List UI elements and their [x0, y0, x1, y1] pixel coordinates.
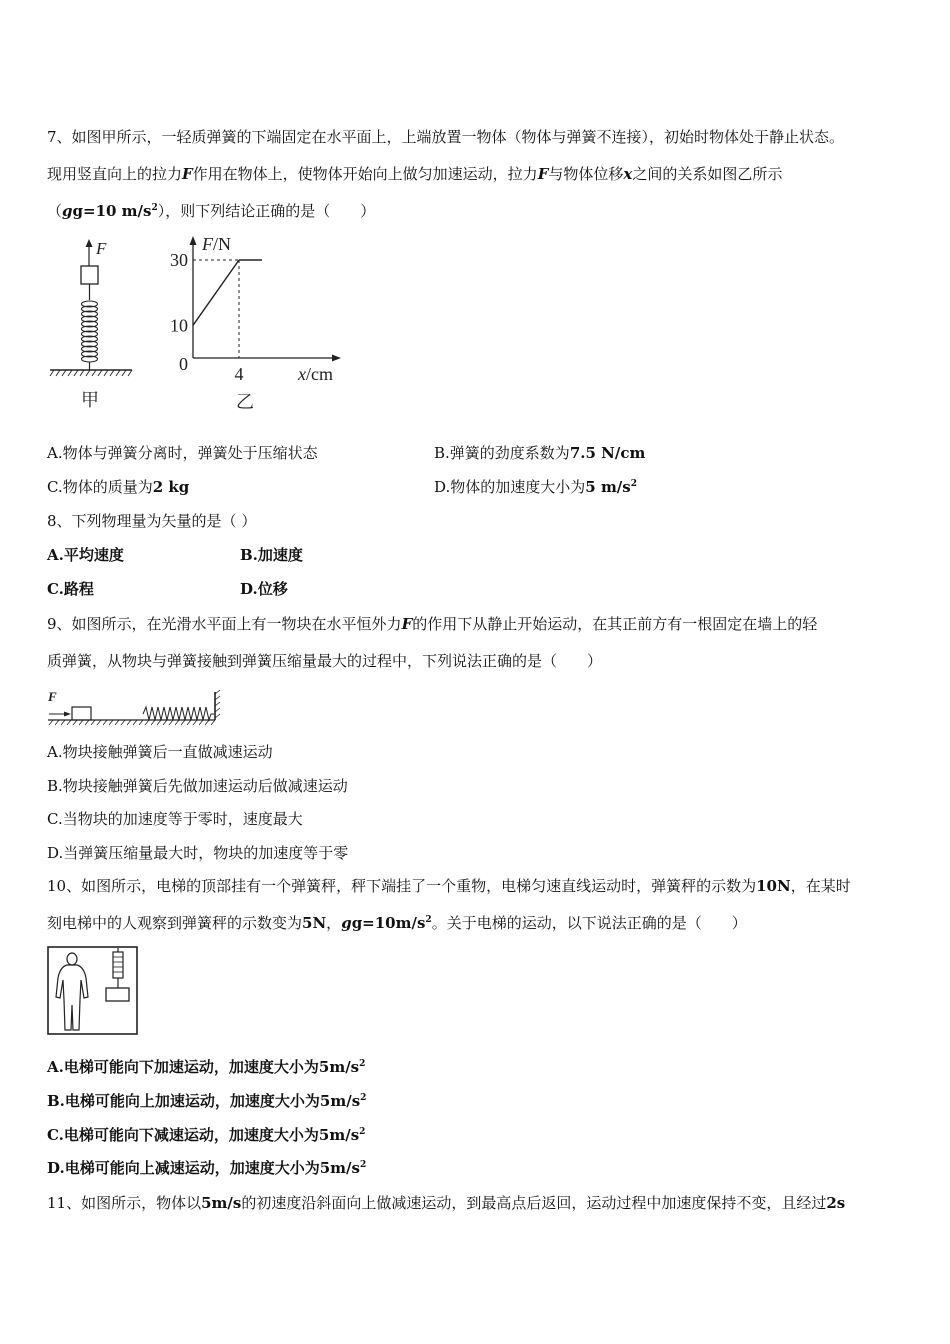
q10-option-b[interactable]: B.电梯可能向上加速运动，加速度大小为$5m/s^2$ [47, 1092, 367, 1110]
q10-figure-elevator [46, 946, 140, 1036]
q8-option-c[interactable]: C.路程 [47, 580, 94, 598]
q9-option-c[interactable]: C.当物块的加速度等于零时，速度最大 [47, 810, 303, 828]
q10-g-expr: g=10m/s [351, 914, 426, 932]
q7-option-c[interactable]: C.物体的质量为2 kg [47, 478, 190, 496]
force-label: F [96, 239, 107, 258]
q9-option-d[interactable]: D.当弹簧压缩量最大时，物块的加速度等于零 [47, 844, 349, 862]
y-tick-label-10: 10 [170, 315, 188, 336]
weight [106, 988, 129, 1001]
q7-stem-line-2: 现用竖直向上的拉力F作用在物体上，使物体开始向上做匀加速运动，拉力F与物体位移x之间的关系如图乙所示 [47, 165, 783, 183]
y-tick-label-30: 30 [170, 250, 188, 270]
q7-stem-line-3: （gg=10 $m/s^2$），则下列结论正确的是（ ） [47, 202, 376, 220]
q8-option-b[interactable]: B.加速度 [240, 546, 303, 564]
q7-fx-chart [160, 230, 360, 415]
x-axis-label: x/cm [298, 364, 333, 384]
q10-stem-line-2: 刻电梯中的人观察到弹簧秤的示数变为5N，$gg=10m/s^2$。关于电梯的运动，以下说法正确的是（ ） [47, 914, 747, 932]
q7-option-b[interactable]: B.弹簧的劲度系数为7.5 N/cm [434, 444, 646, 462]
q8-option-d[interactable]: D.位移 [240, 580, 288, 598]
block [81, 266, 98, 284]
q10-option-c[interactable]: C.电梯可能向下减速运动，加速度大小为$5m/s^2$ [47, 1126, 366, 1144]
q9-figure-block-spring [45, 688, 225, 730]
q7-figure-spring [45, 236, 140, 411]
q7-g-expr: g=10 m/s [72, 202, 152, 220]
q9-option-a[interactable]: A.物块接触弹簧后一直做减速运动 [47, 743, 273, 761]
q11-stem: 11、如图所示，物体以5m/s的初速度沿斜面向上做减速运动，到最高点后返回，运动过程中加速度保持不变，且经过2s [47, 1194, 846, 1212]
q7-option-d[interactable]: D.物体的加速度大小为5 $m/s^2$ [434, 478, 638, 496]
caption-yi: 乙 [236, 392, 254, 412]
x-tick-label-4: 4 [234, 364, 244, 384]
q9-option-b[interactable]: B.物块接触弹簧后先做加速运动后做减速运动 [47, 777, 348, 795]
q8-stem: 8、下列物理量为矢量的是（ ） [47, 512, 257, 530]
q7-option-a[interactable]: A.物体与弹簧分离时，弹簧处于压缩状态 [47, 444, 318, 462]
caption-jia: 甲 [81, 390, 99, 410]
q10-option-a[interactable]: A.电梯可能向下加速运动，加速度大小为$5m/s^2$ [47, 1058, 366, 1076]
spring-scale [113, 952, 123, 978]
q9-stem-line-1: 9、如图所示，在光滑水平面上有一物块在水平恒外力F的作用下从静止开始运动，在其正前方有一根固定在墙上的轻 [47, 615, 818, 633]
q9-stem-line-2: 质弹簧，从物块与弹簧接触到弹簧压缩量最大的过程中，下列说法正确的是（ ） [47, 652, 603, 670]
y-axis-label: F/N [202, 234, 231, 254]
spring [143, 707, 214, 720]
q10-stem-line-1: 10、如图所示，电梯的顶部挂有一个弹簧秤，秤下端挂了一个重物，电梯匀速直线运动时，弹簧秤的示数为10N，在某时 [47, 877, 851, 895]
q8-option-a[interactable]: A.平均速度 [47, 546, 124, 564]
force-label: F [48, 689, 57, 704]
origin-label: 0 [179, 354, 188, 374]
series-segment-0 [193, 260, 239, 325]
q10-option-d[interactable]: D.电梯可能向上减速运动，加速度大小为$5m/s^2$ [47, 1159, 367, 1177]
spring-coil [82, 301, 98, 362]
q7-stem-line-1: 7、如图甲所示，一轻质弹簧的下端固定在水平面上，上端放置一物体（物体与弹簧不连接），初始时物体处于静止状态。 [47, 128, 845, 146]
block [72, 707, 91, 720]
q7-number: 7、 [47, 128, 72, 146]
